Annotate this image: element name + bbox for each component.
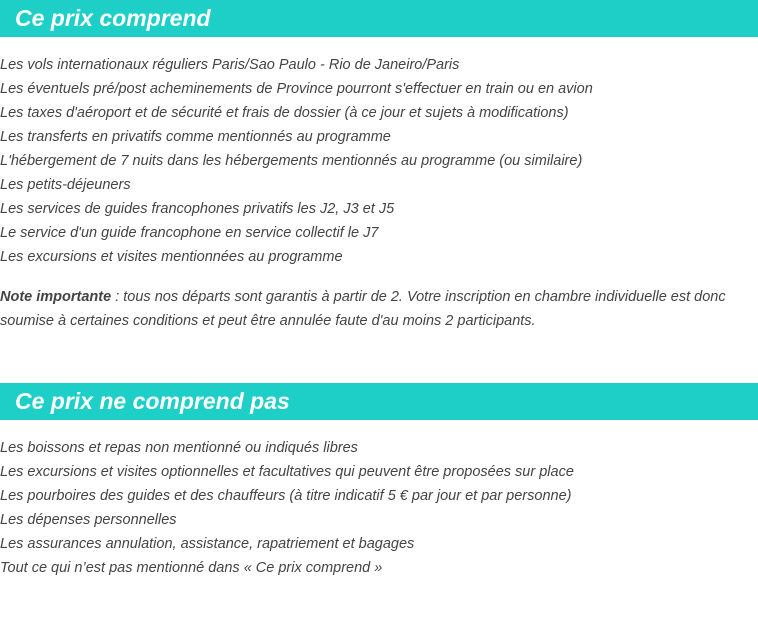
list-item: Les éventuels pré/post acheminements de Province pourront s'effectuer en train ou en avion: [0, 81, 593, 97]
list-item: Les pourboires des guides et des chauffeurs (à titre indicatif 5 € par jour et par personne): [0, 488, 572, 504]
list-item: Les petits-déjeuners: [0, 177, 131, 193]
important-note: [0, 285, 740, 333]
list-item: Les taxes d'aéroport et de sécurité et frais de dossier (à ce jour et sujets à modifications): [0, 105, 569, 121]
note-text: : tous nos départs sont garantis à partir de 2. Votre inscription en chambre individuelle est donc soumise à certaines conditions et peut être annulée faute d'au moins 2 participants.: [0, 289, 726, 329]
list-item: L'hébergement de 7 nuits dans les hébergements mentionnés au programme (ou similaire): [0, 153, 583, 169]
note-label: Note importante: [0, 289, 112, 305]
includes-section-title: Ce prix comprend: [0, 0, 758, 37]
list-item: Les services de guides francophones privatifs les J2, J3 et J5: [0, 201, 395, 217]
list-item: Tout ce qui n’est pas mentionné dans « Ce prix comprend »: [0, 560, 383, 576]
excludes-list: [0, 436, 758, 580]
list-item: Les excursions et visites mentionnées au programme: [0, 249, 343, 265]
list-item: Les vols internationaux réguliers Paris/Sao Paulo - Rio de Janeiro/Paris: [0, 57, 460, 73]
includes-list: [0, 53, 758, 269]
list-item: Les assurances annulation, assistance, rapatriement et bagages: [0, 536, 415, 552]
list-item: Les dépenses personnelles: [0, 512, 177, 528]
list-item: Le service d'un guide francophone en service collectif le J7: [0, 225, 379, 241]
list-item: Les boissons et repas non mentionné ou indiqués libres: [0, 440, 358, 456]
excludes-section-title: Ce prix ne comprend pas: [0, 383, 758, 420]
list-item: Les excursions et visites optionnelles et facultatives qui peuvent être proposées sur place: [0, 464, 574, 480]
list-item: Les transferts en privatifs comme mentionnés au programme: [0, 129, 391, 145]
